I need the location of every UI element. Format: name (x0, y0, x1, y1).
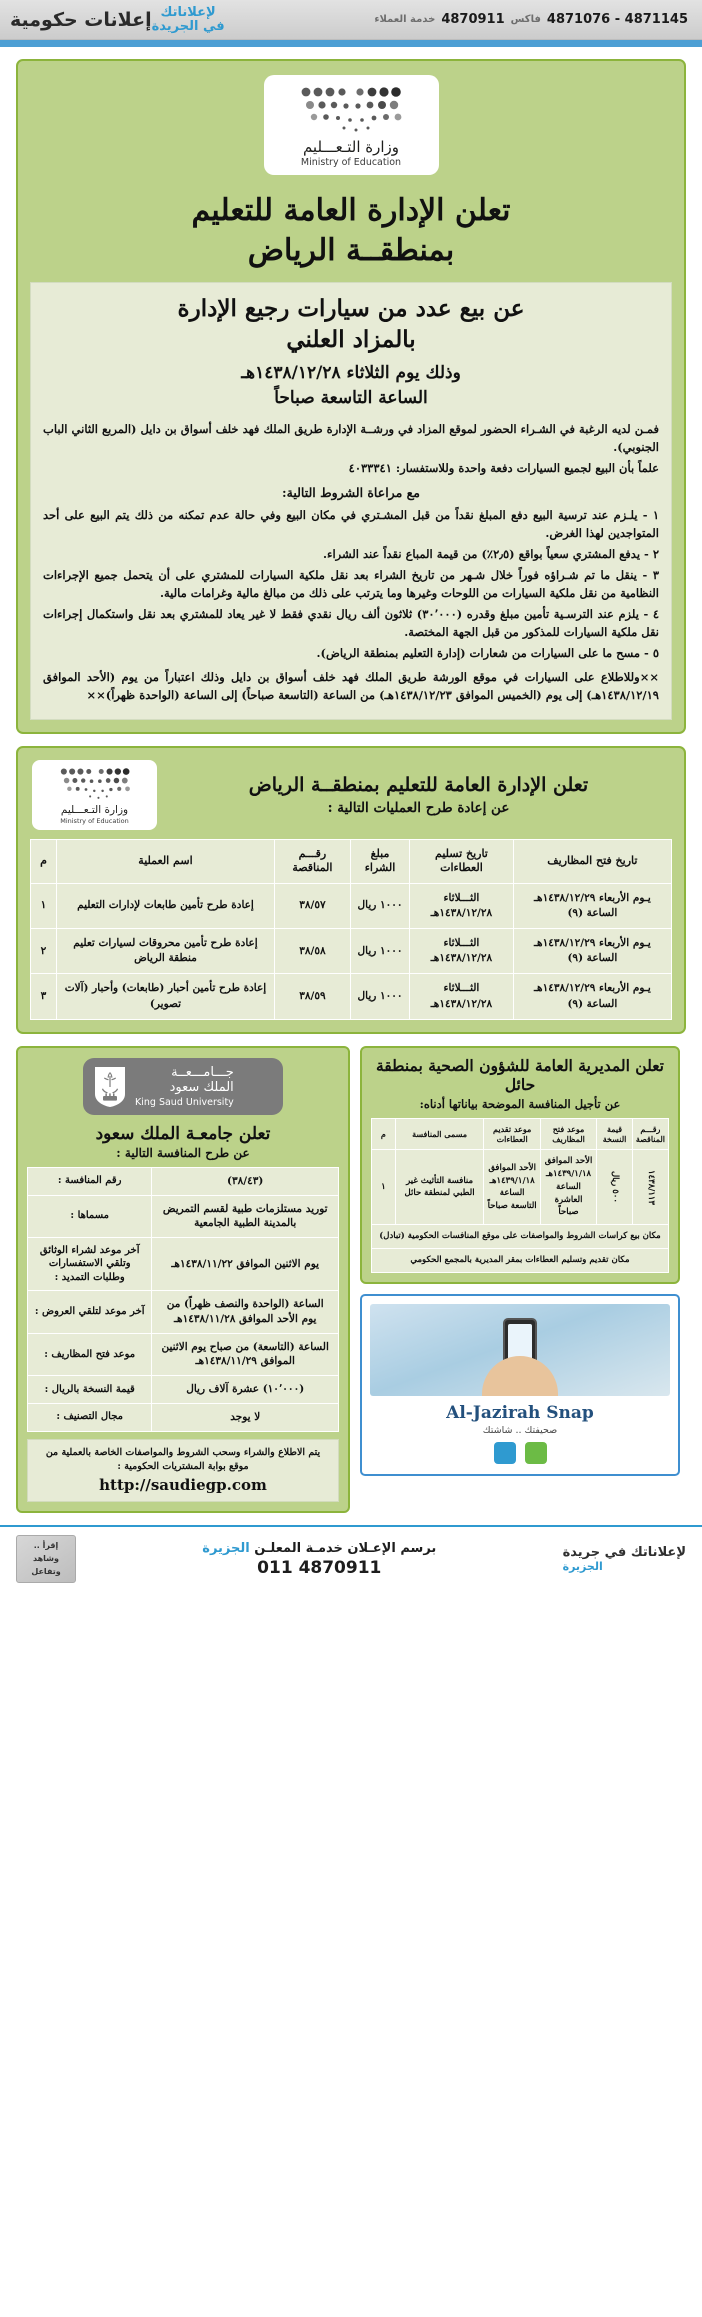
cell-operation-name: إعادة طرح تأمين أحبار (طابعات) وأحبار (آلات تصوير) (57, 974, 275, 1019)
cell-index: ١ (372, 1150, 396, 1225)
cell-tender-no: ٣٨/٥٨ (274, 928, 350, 973)
customer-service-label: خدمة العملاء (374, 14, 436, 25)
moe-dots-icon (292, 84, 410, 136)
cell-index: ٢ (31, 928, 57, 973)
cell-value: (٣٨/٤٣) (152, 1167, 339, 1195)
cell-key: آخر موعد لتلقي العروض : (28, 1291, 152, 1333)
cell-value: لا يوجد (152, 1403, 339, 1431)
auction-viewing-footnote: ××وللاطلاع على السيارات في موقع الورشة طريق الملك فهد خلف أسواق بن دايل وذلك اعتباراً من يوم (الأحد الموافق ١٤٣٨/١٢/١٩هـ) إلى يوم (الخميس الموافق ١٤٣٨/١٢/٢٣هـ) من الساعة (التاسعة صباحاً) إلى الساعة (الواحدة ظهراً)×× (43, 669, 659, 703)
hail-table-body (372, 1150, 669, 1272)
col-tender-number: رقـــم المناقصة (274, 839, 350, 883)
customer-service-number: 4870911 (441, 12, 505, 27)
moe-logo-arabic-text: وزارة التـعـــليم (302, 138, 400, 156)
footer-tagline-prefix: برسم الإعـلان خدمـة المعلـن (254, 1540, 437, 1556)
fax-label: فاكس (510, 14, 541, 25)
page-footer (0, 1525, 702, 1595)
auction-details-panel (30, 282, 672, 720)
ksu-shield-icon (93, 1065, 127, 1109)
col-index: م (31, 839, 57, 883)
ksu-logo-english: King Saud University (135, 1097, 234, 1109)
cell-competition-name: منافسة التأثيث غير الطبي لمنطقة حائل (395, 1150, 484, 1225)
masthead-advertise-slogan (152, 6, 225, 33)
cell-value: توريد مستلزمات طبية لقسم التمريض بالمدينة الطبية الجامعية (152, 1195, 339, 1237)
footer-badge-line3: وتفاعل (31, 1567, 61, 1577)
operations-advertisement-card (16, 746, 686, 1034)
bottom-columns (16, 1046, 686, 1513)
moe-dots-icon (53, 766, 137, 802)
operations-title: تعلن الإدارة العامة للتعليم بمنطقــة الرياض (248, 774, 589, 797)
footer-badge-line1: إقرأ .. (33, 1541, 59, 1551)
col-copy-price: قيمة النسخة (597, 1118, 633, 1150)
cell-delivery-date: الثـــلاثاء ١٤٣٨/١٢/٢٨هـ (410, 974, 514, 1019)
snap-title: Al-Jazirah Snap (446, 1402, 594, 1423)
auction-conditions-list (43, 506, 659, 663)
cell-tender-no: ١٤٣٨/١١٣ (632, 1150, 668, 1225)
ksu-column (16, 1046, 350, 1513)
footer-tagline (84, 1541, 555, 1556)
footer-phone-number: 011 4870911 (257, 1557, 382, 1578)
king-saud-university-logo (83, 1058, 283, 1115)
cell-index: ١ (31, 883, 57, 928)
table-row (28, 1403, 339, 1431)
hail-footer-note-2: مكان تقديم وتسليم العطاءات بمقر المديرية بالمجمع الحكومي (372, 1248, 669, 1272)
hail-table-head (372, 1118, 669, 1150)
cell-key: مجال التصنيف : (28, 1403, 152, 1431)
auction-date: وذلك يوم الثلاثاء ١٤٣٨/١٢/٢٨هـ (241, 363, 461, 384)
ksu-portal-url[interactable]: http://saudiegp.com (99, 1476, 267, 1495)
auction-condition-2: ٢ - يدفع المشتري سعياً بواقع (٢٫٥٪) من قيمة المباع نقداً عند الشراء. (323, 546, 659, 561)
auction-condition-1: ١ - يلـزم عند ترسية البيع دفع المبلغ نقداً من قبل المشـتري في مكان البيع وفي حالة عدم تمكنه من ذلك يتم البيع على أحد المتواجدين لهذا الغرض. (43, 507, 659, 541)
col-delivery-date: تاريخ تسليم العطاءات (410, 839, 514, 883)
cell-key: مسماها : (28, 1195, 152, 1237)
snap-blue-icon[interactable] (494, 1442, 516, 1464)
ksu-procurement-note (27, 1439, 339, 1503)
cell-key: موعد فتح المظاريف : (28, 1333, 152, 1375)
operations-header-row (31, 839, 672, 883)
cell-price: ١٠٠٠ ريال (350, 883, 409, 928)
table-row (28, 1333, 339, 1375)
cell-value: يوم الاثنين الموافق ١٤٣٨/١١/٢٢هـ (152, 1237, 339, 1291)
auction-headline-line2: بمنطقــة الرياض (247, 232, 455, 268)
hail-subtitle: عن تأجيل المنافسة الموضحة بياناتها أدناه: (419, 1096, 621, 1111)
col-open-date: موعد فتح المظاريف (540, 1118, 596, 1150)
cell-copy-price: ٥٠٠ ريال (597, 1150, 633, 1225)
operations-table-body (31, 883, 672, 1019)
auction-advertisement-card (16, 59, 686, 734)
cell-value: الساعة (التاسعة) من صباح يوم الاثنين الموافق ١٤٣٨/١١/٢٩هـ (152, 1333, 339, 1375)
table-row (28, 1237, 339, 1291)
col-operation-name: اسم العملية (57, 839, 275, 883)
ministry-of-education-logo (264, 75, 439, 175)
auction-subject-line1: عن بيع عدد من سيارات رجيع الإدارة (177, 295, 525, 323)
table-row (31, 928, 672, 973)
page-content (0, 59, 702, 1513)
auction-time: الساعة التاسعة صباحاً (274, 387, 428, 408)
hail-header-row (372, 1118, 669, 1150)
cell-value: (١٠٬٠٠٠) عشرة آلاف ريال (152, 1376, 339, 1404)
cell-tender-no: ٣٨/٥٧ (274, 883, 350, 928)
table-row (31, 883, 672, 928)
cell-price: ١٠٠٠ ريال (350, 974, 409, 1019)
footer-badge (16, 1535, 76, 1583)
masthead-slogan-line2: في الجريدة (151, 18, 225, 34)
hail-title: تعلن المديرية العامة للشؤون الصحية بمنطقة حائل (376, 1055, 664, 1095)
col-tender-number: رقـــم المناقصة (632, 1118, 668, 1150)
cell-operation-name: إعادة طرح تأمين محروقات لسيارات تعليم منطقة الرياض (57, 928, 275, 973)
masthead-government-ads-label: إعلانات حكومية (10, 8, 152, 31)
cell-submit-date: الأحد الموافق ١٤٣٩/١/١٨هـ الساعة التاسعة صباحاً (484, 1150, 540, 1225)
hand-icon (482, 1356, 558, 1396)
blue-divider-rule (0, 40, 702, 47)
hail-advertisement-card (360, 1046, 680, 1284)
auction-paragraph-2: علماً بأن البيع لجميع السيارات دفعة واحدة وللاستفسار: ٤٠٣٣٣٤١ (348, 460, 659, 475)
moe-logo-english-text: Ministry of Education (60, 816, 129, 825)
operations-table-head (31, 839, 672, 883)
cell-open-date: يـوم الأربعاء ١٤٣٨/١٢/٢٩هـ الساعة (٩) (513, 883, 671, 928)
hail-footer-row-1 (372, 1225, 669, 1249)
cell-key: رقم المنافسة : (28, 1167, 152, 1195)
ksu-logo-arabic-line1: جـــامـــعــة (171, 1065, 234, 1081)
footer-middle (84, 1541, 555, 1578)
auction-body-text (43, 420, 659, 705)
auction-datetime (43, 361, 659, 410)
footer-right (563, 1545, 686, 1573)
ministry-of-education-logo-small (32, 760, 157, 830)
masthead-contact-group (374, 12, 688, 27)
col-submit-date: موعد تقديم العطاءات (484, 1118, 540, 1150)
ksu-details-table (27, 1167, 339, 1432)
masthead-bar (0, 0, 702, 40)
ksu-note-text: يتم الاطلاع والشراء وسحب الشروط والمواصفات الخاصة بالعملية من موقع بوابة المشتريات الحكومية : (45, 1446, 321, 1472)
snap-store-icons (370, 1442, 670, 1464)
auction-condition-3: ٣ - ينقل ما تم شـراؤه فوراً خلال شـهر من تاريخ الشراء بعد نقل ملكية السيارات للمشتري على أن يتحمل جميع الإجراءات النظامية من نقل ملكية السيارات من اللوحات وغيرها وما يترتب على ذلك من مبالغ مالية وغرامات مالية. (43, 567, 659, 601)
cell-operation-name: إعادة طرح تأمين طابعات لإدارات التعليم (57, 883, 275, 928)
cell-index: ٣ (31, 974, 57, 1019)
cell-price: ١٠٠٠ ريال (350, 928, 409, 973)
cell-open-date: يـوم الأربعاء ١٤٣٨/١٢/٢٩هـ الساعة (٩) (513, 928, 671, 973)
table-row (372, 1150, 669, 1225)
snap-promo-photo (370, 1304, 670, 1396)
operations-header-text (167, 774, 670, 816)
snap-subtitle: صحيفتك .. شاشتك (482, 1424, 558, 1436)
footer-advertise-line2: الجزيرة (562, 1560, 603, 1574)
ksu-advertisement-card (16, 1046, 350, 1513)
ksu-title: تعلن جامعـة الملك سعود (95, 1123, 271, 1144)
cell-key: آخر موعد لشراء الوثائق وتلقي الاستفسارات وطلبات التمديد : (28, 1237, 152, 1291)
auction-conditions-header: مع مراعاة الشروط التالية: (282, 485, 420, 501)
cell-delivery-date: الثـــلاثاء ١٤٣٨/١٢/٢٨هـ (410, 883, 514, 928)
col-purchase-amount: مبلغ الشراء (350, 839, 409, 883)
hail-table (371, 1118, 669, 1273)
snap-green-icon[interactable] (525, 1442, 547, 1464)
cell-delivery-date: الثـــلاثاء ١٤٣٨/١٢/٢٨هـ (410, 928, 514, 973)
ksu-table-body (28, 1167, 339, 1431)
ksu-logo-arabic-line2: الملك سعود (169, 1080, 234, 1096)
masthead-slogan-line1: لإعلاناتك (160, 4, 216, 20)
moe-logo-arabic-text: وزارة التـعـــليم (60, 803, 129, 816)
col-open-date: تاريخ فتح المظاريف (513, 839, 671, 883)
table-row (28, 1291, 339, 1333)
moe-logo-english-text: Ministry of Education (300, 157, 402, 168)
operations-table (30, 839, 672, 1020)
footer-brand-name: الجزيرة (202, 1540, 250, 1556)
auction-subject (43, 293, 659, 355)
hail-footer-note-1: مكان بيع كراسات الشروط والمواصفات على موقع المنافسات الحكومية (تبادل) (372, 1225, 669, 1249)
hail-column (360, 1046, 680, 1513)
table-row (28, 1195, 339, 1237)
col-competition-name: مسمى المنافسة (395, 1118, 484, 1150)
col-index: م (372, 1118, 396, 1150)
footer-badge-line2: وشاهد (33, 1554, 60, 1564)
table-row (28, 1167, 339, 1195)
cell-value: الساعة (الواحدة والنصف ظهراً) من يوم الأحد الموافق ١٤٣٨/١١/٢٨هـ (152, 1291, 339, 1333)
operations-header (30, 758, 672, 839)
cell-key: قيمة النسخة بالريال : (28, 1376, 152, 1404)
ksu-subtitle: عن طرح المنافسة التالية : (116, 1145, 250, 1160)
operations-subtitle: عن إعادة طرح العمليات التالية : (327, 799, 510, 816)
table-row (28, 1376, 339, 1404)
auction-condition-5: ٥ - مسح ما على السيارات من شعارات (إدارة التعليم بمنطقة الرياض). (316, 646, 659, 661)
auction-paragraph-1: فمـن لديه الرغبة في الشـراء الحضور لموقع المزاد في ورشــة الإدارة طريق الملك فهد خلف أسواق بن دايل (المربع الثاني الباب الجنوبي). (43, 421, 659, 455)
snap-promo-card[interactable] (360, 1294, 680, 1476)
auction-subject-line2: بالمزاد العلني (286, 326, 416, 354)
auction-headline (30, 191, 672, 270)
auction-condition-4: ٤ - يلزم عند الترسـية تأمين مبلغ وقدره (٣٠٬٠٠٠) ثلاثون ألف ريال نقدي فقط لا غير يعاد للمشتري بعد نقل واستكمال إجراءات نقل ملكية السيارات للمذكور من قبل الجهة المختصة. (43, 606, 660, 640)
fax-numbers: 4871076 - 4871145 (546, 12, 688, 27)
cell-open-date: يـوم الأربعاء ١٤٣٨/١٢/٢٩هـ الساعة (٩) (513, 974, 671, 1019)
ksu-logo-text (135, 1065, 234, 1108)
cell-open-date: الأحد الموافق ١٤٣٩/١/١٨هـ الساعة العاشرة صباحاً (540, 1150, 596, 1225)
footer-advertise-line1: لإعلاناتك في جريدة (562, 1545, 686, 1561)
auction-headline-line1: تعلن الإدارة العامة للتعليم (191, 193, 511, 228)
cell-tender-no: ٣٨/٥٩ (274, 974, 350, 1019)
table-row (31, 974, 672, 1019)
hail-footer-row-2 (372, 1248, 669, 1272)
